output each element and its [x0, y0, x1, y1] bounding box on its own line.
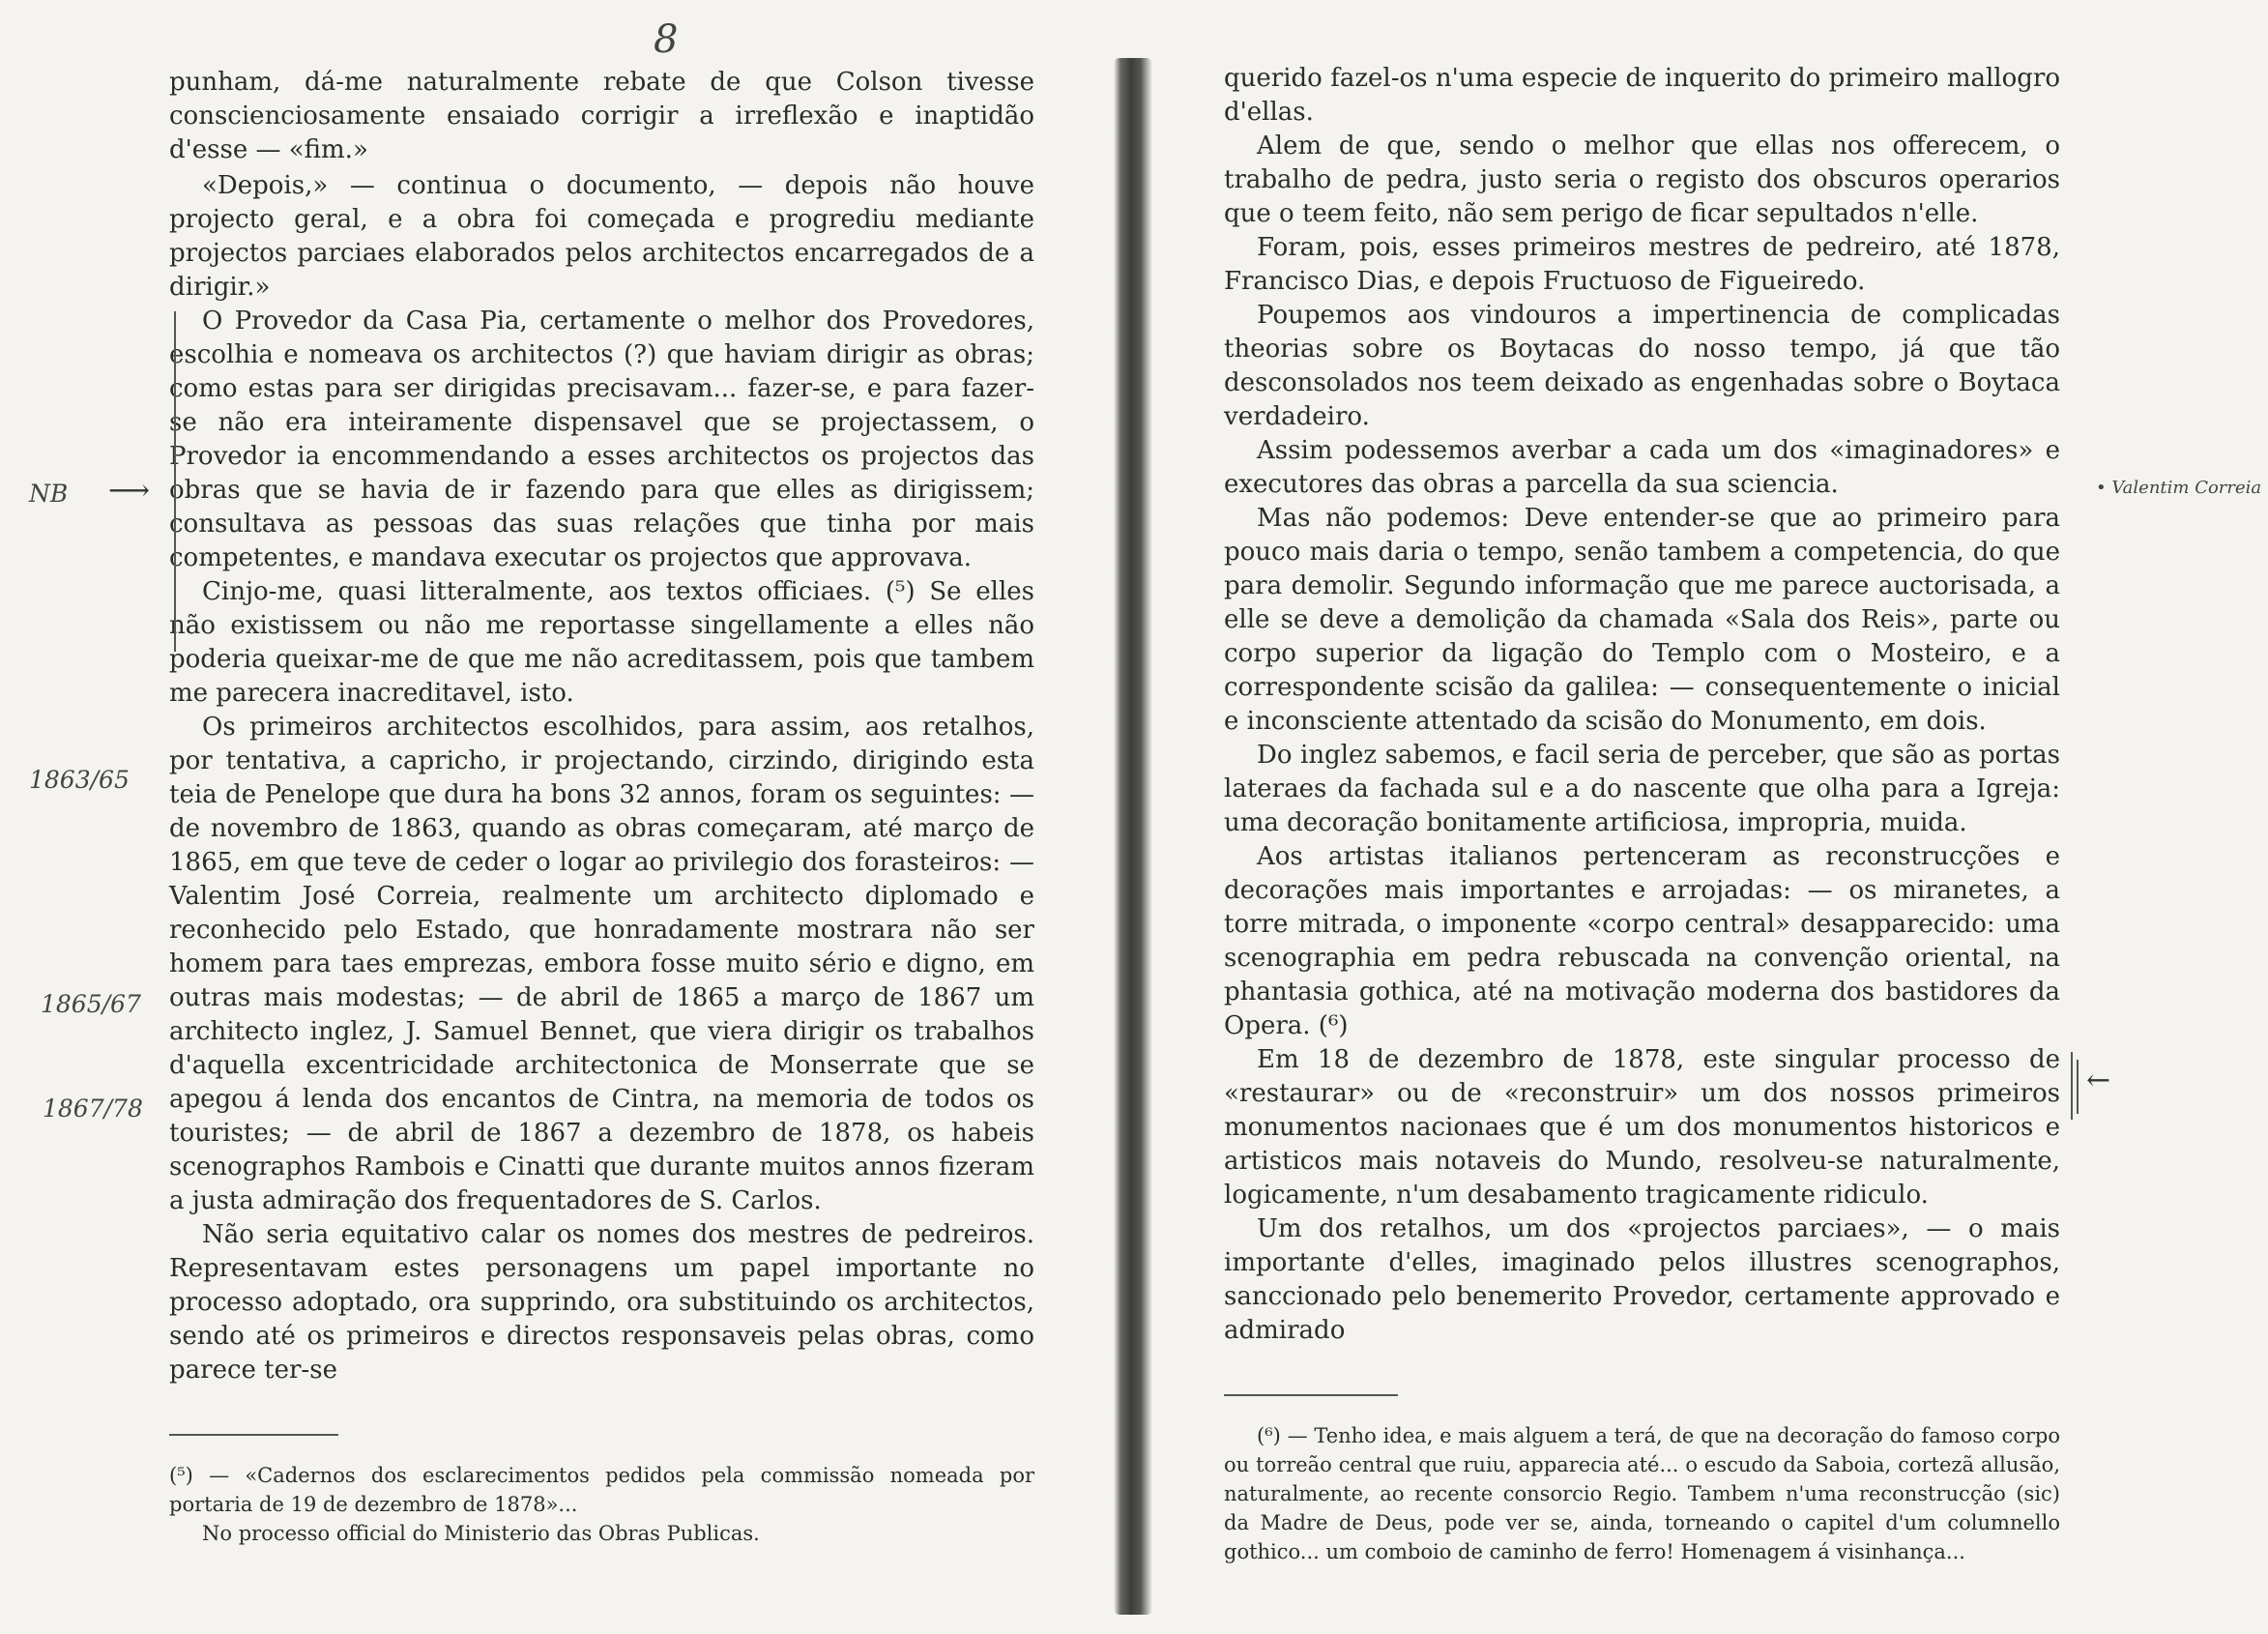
left-footnotes: [169, 1461, 1034, 1548]
right-paragraph-5: Assim podessemos averbar a cada um dos «imaginadores» e executores das obras a parcella da sua sciencia.: [1224, 436, 2060, 499]
left-paragraph-3: O Provedor da Casa Pia, certamente o melhor dos Provedores, escolhia e nomeava os architectos (?) que haviam dirigir as obras; como estas para ser dirigidas precisavam... fazer-se, e para fazer-se não era inteiramente dispensavel que se projectassem, o Provedor ia encommendando a esses architectos os projectos das obras que se havia de ir fazendo para que elles as dirigissem; consultava as pessoas das suas relações que tinha por mais competentes, e mandava executar os projectos que approvava.: [169, 306, 1034, 572]
right-paragraph-6: Mas não podemos: Deve entender-se que ao primeiro para pouco mais daria o tempo, senão tambem a competencia, do que para demolir. Segundo informação que me parece auctorisada, a elle se deve a demolição da chamada «Sala dos Reis», parte ou corpo superior da ligação do Templo com o Mosteiro, e a correspondente scisão da galilea: — consequentemente o inicial e inconsciente attentado da scisão do Monumento, em dois.: [1224, 504, 2060, 736]
left-paragraph-2: «Depois,» — continua o documento, — depois não houve projecto geral, e a obra foi começada e progrediu mediante projectos parciaes elaborados pelos architectos encarregados de a dirigir.»: [169, 171, 1034, 302]
arrow-left-icon: ←: [2086, 1064, 2111, 1097]
margin-note-1867-78: 1867/78: [43, 1094, 143, 1123]
left-paragraph-1: punham, dá-me naturalmente rebate de que Colson tivesse conscienciosamente ensaiado corrigir a irreflexão e inaptidão d'esse — «fim.»: [169, 68, 1034, 164]
margin-note-nb: NB: [29, 480, 69, 508]
book-spine-shadow: [1114, 58, 1152, 1615]
right-paragraph-7: Do inglez sabemos, e facil seria de perceber, que são as portas lateraes da fachada sul e a do nascente que olha para a Igreja: uma decoração bonitamente artificiosa, impropria, muida.: [1224, 741, 2060, 837]
right-paragraph-10: Um dos retalhos, um dos «projectos parciaes», — o mais importante d'elles, imaginado pelos illustres scenographos, sanccionado pelo benemerito Provedor, certamente approvado e admirado: [1224, 1214, 2060, 1345]
margin-note-1863-65: 1863/65: [29, 766, 130, 794]
right-footnotes: [1224, 1421, 2060, 1566]
left-footnote-2: No processo official do Ministerio das Obras Publicas.: [202, 1522, 760, 1545]
right-paragraph-4: Poupemos aos vindouros a impertinencia de complicadas theorias sobre os Boytacas do nosso tempo, já que tão desconsolados nos teem deixado as engenhadas sobre o Boytaca verdadeiro.: [1224, 301, 2060, 431]
page-number-handwritten: 8: [654, 17, 679, 62]
margin-note-valentim-correia: • Valentim Correia: [2096, 478, 2262, 498]
left-paragraph-6: Não seria equitativo calar os nomes dos mestres de pedreiros. Representavam estes personagens um papel importante no processo adoptado, ora supprindo, ora substituindo os architectos, sendo até os primeiros e directos responsaveis pelas obras, como parece ter-se: [169, 1220, 1034, 1385]
right-paragraph-9: Em 18 de dezembro de 1878, este singular processo de «restaurar» ou de «reconstruir» um dos nossos primeiros monumentos nacionaes que é um dos monumentos historicos e artisticos mais notaveis do Mundo, resolveu-se naturalmente, logicamente, n'um desabamento tragicamente ridiculo.: [1224, 1045, 2060, 1210]
footnote-divider: [1224, 1394, 1398, 1396]
left-footnote-1: (⁵) — «Cadernos dos esclarecimentos pedidos pela commissão nomeada por portaria de 19 de dezembro de 1878»...: [169, 1464, 1034, 1516]
right-paragraph-1: querido fazel-os n'uma especie de inquerito do primeiro mallogro d'ellas.: [1224, 64, 2060, 127]
right-paragraph-8: Aos artistas italianos pertenceram as reconstrucções e decorações mais importantes e arrojadas: — os miranetes, a torre mitrada, o imponente «corpo central» desapparecido: uma scenographia em pedra rebuscada na convenção oriental, na phantasia gothica, até na motivação moderna dos bastidores da Opera. (⁶): [1224, 842, 2060, 1040]
margin-note-1865-67: 1865/67: [41, 990, 141, 1018]
footnote-divider: [169, 1434, 338, 1436]
right-footnote-1: (⁶) — Tenho idea, e mais alguem a terá, de que na decoração do famoso corpo ou torreão central que ruiu, apparecia até... o escudo da Saboia, cortezã allusão, naturalmente, ao recente consorcio Regio. Tambem n'uma reconstrucção (sic) da Madre de Deus, pode ver se, ainda, torneando o capitel d'um columnello gothico... um comboio de caminho de ferro! Homenagem á visinhança...: [1224, 1424, 2060, 1563]
right-paragraph-3: Foram, pois, esses primeiros mestres de pedreiro, até 1878, Francisco Dias, e depois Fructuoso de Figueiredo.: [1224, 233, 2060, 296]
margin-bracket-line: [2077, 1060, 2079, 1114]
left-paragraph-4: Cinjo-me, quasi litteralmente, aos textos officiaes. (⁵) Se elles não existissem ou não me reportasse singellamente a elles não poderia queixar-me de que me não acreditassem, pois que tambem me parecera inacreditavel, isto.: [169, 577, 1034, 708]
margin-bracket-line: [2071, 1052, 2073, 1120]
right-page: [1224, 62, 2060, 1566]
margin-bracket-line: [174, 311, 176, 652]
arrow-right-icon: ⟶: [108, 474, 151, 508]
left-page: [169, 66, 1034, 1548]
right-paragraph-2: Alem de que, sendo o melhor que ellas nos offerecem, o trabalho de pedra, justo seria o registo dos obscuros operarios que o teem feito, não sem perigo de ficar sepultados n'elle.: [1224, 131, 2060, 228]
left-paragraph-5: Os primeiros architectos escolhidos, para assim, aos retalhos, por tentativa, a capricho, ir projectando, cirzindo, dirigindo esta teia de Penelope que dura ha bons 32 annos, foram os seguintes: — de novembro de 1863, quando as obras começaram, até março de 1865, em que teve de ceder o logar ao privilegio dos forasteiros: — Valentim José Correia, realmente um architecto diplomado e reconhecido pelo Estado, que honradamente mostrara não ser homem para taes emprezas, embora fosse muito sério e digno, em outras mais modestas; — de abril de 1865 a março de 1867 um architecto inglez, J. Samuel Bennet, que viera dirigir os trabalhos d'aquella excentricidade architectonica de Monserrate que se apegou á lenda dos encantos de Cintra, na memoria de todos os touristes; — de abril de 1867 a dezembro de 1878, os habeis scenographos Rambois e Cinatti que durante muitos annos fizeram a justa admiração dos frequentadores de S. Carlos.: [169, 713, 1034, 1215]
